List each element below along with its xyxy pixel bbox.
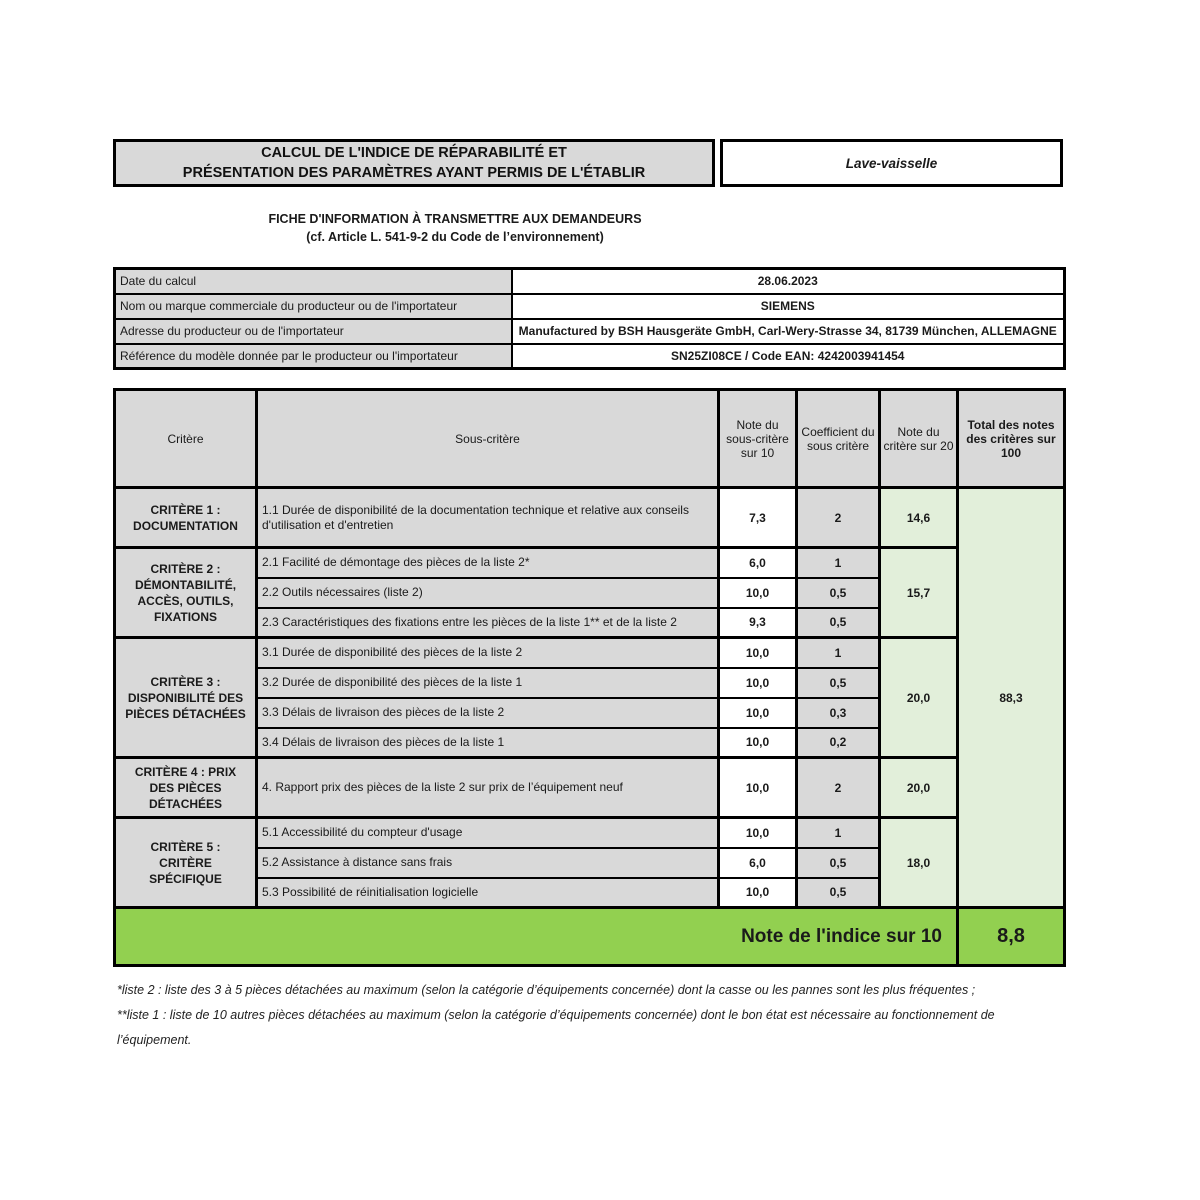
- sub-criterion-note: 9,3: [719, 608, 797, 638]
- criterion-4-note20: 20,0: [880, 758, 958, 818]
- sub-criterion-label: 4. Rapport prix des pièces de la liste 2 sur prix de l’équipement neuf: [257, 758, 719, 818]
- sub-criterion-note: 10,0: [719, 668, 797, 698]
- criterion-5-label: CRITÈRE 5 : CRITÈRE SPÉCIFIQUE: [115, 818, 257, 908]
- sub-criterion-label: 3.3 Délais de livraison des pièces de la liste 2: [257, 698, 719, 728]
- sub-criterion-label: 3.1 Durée de disponibilité des pièces de la liste 2: [257, 638, 719, 668]
- criterion-2-label: CRITÈRE 2 : DÉMONTABILITÉ, ACCÈS, OUTILS, FIXATIONS: [115, 548, 257, 638]
- document-header: [113, 139, 1063, 187]
- document-title-box: [113, 139, 715, 187]
- table-header-row: [115, 390, 1065, 488]
- sub-criterion-coeff: 1: [797, 818, 880, 848]
- product-info-table: [113, 267, 1066, 370]
- sub-criterion-note: 10,0: [719, 698, 797, 728]
- criterion-4-label: CRITÈRE 4 : PRIX DES PIÈCES DÉTACHÉES: [115, 758, 257, 818]
- product-category-label: Lave-vaisselle: [845, 155, 938, 171]
- info-label-model: Référence du modèle donnée par le producteur ou l'importateur: [115, 344, 512, 369]
- header-note-critere: Note du critère sur 20: [880, 390, 958, 488]
- sub-criterion-label: 5.2 Assistance à distance sans frais: [257, 848, 719, 878]
- subtitle-line2: (cf. Article L. 541-9-2 du Code de l’environnement): [306, 230, 604, 244]
- header-sous-critere: Sous-critère: [257, 390, 719, 488]
- subtitle: [113, 210, 797, 246]
- total-score-100: 88,3: [958, 488, 1065, 908]
- table-row: [115, 319, 1065, 344]
- header-note-sous-critere: Note du sous-critère sur 10: [719, 390, 797, 488]
- header-coefficient: Coefficient du sous critère: [797, 390, 880, 488]
- sub-criterion-note: 10,0: [719, 578, 797, 608]
- table-row: [115, 758, 1065, 818]
- sub-criterion-coeff: 0,5: [797, 608, 880, 638]
- table-row: [115, 638, 1065, 668]
- info-value-model: SN25ZI08CE / Code EAN: 4242003941454: [512, 344, 1065, 369]
- sub-criterion-label: 5.3 Possibilité de réinitialisation logicielle: [257, 878, 719, 908]
- document-title-line1: CALCUL DE L'INDICE DE RÉPARABILITÉ ET: [261, 145, 567, 161]
- table-row: [115, 344, 1065, 369]
- info-value-date: 28.06.2023: [512, 269, 1065, 294]
- sub-criterion-label: 2.2 Outils nécessaires (liste 2): [257, 578, 719, 608]
- info-label-address: Adresse du producteur ou de l'importateur: [115, 319, 512, 344]
- sub-criterion-note: 6,0: [719, 548, 797, 578]
- table-row: [115, 488, 1065, 548]
- sub-criterion-note: 10,0: [719, 878, 797, 908]
- sub-criterion-coeff: 2: [797, 758, 880, 818]
- footnote-liste1-cont: l’équipement.: [117, 1033, 192, 1047]
- sub-criterion-note: 7,3: [719, 488, 797, 548]
- sub-criterion-label: 1.1 Durée de disponibilité de la documentation technique et relative aux conseils d'utilisation et d'entretien: [257, 488, 719, 548]
- footnote-liste1: **liste 1 : liste de 10 autres pièces détachées au maximum (selon la catégorie d’équipements concernée) dont le bon état est nécessaire au fonctionnement de: [117, 1008, 995, 1022]
- sub-criterion-label: 3.2 Durée de disponibilité des pièces de la liste 1: [257, 668, 719, 698]
- sub-criterion-note: 6,0: [719, 848, 797, 878]
- table-row: [115, 294, 1065, 319]
- sub-criterion-label: 2.1 Facilité de démontage des pièces de la liste 2*: [257, 548, 719, 578]
- sub-criterion-coeff: 0,3: [797, 698, 880, 728]
- criterion-3-label: CRITÈRE 3 : DISPONIBILITÉ DES PIÈCES DÉTACHÉES: [115, 638, 257, 758]
- final-score-row: [115, 908, 1065, 966]
- repairability-sheet: [113, 139, 1063, 1053]
- sub-criterion-coeff: 1: [797, 638, 880, 668]
- sub-criterion-coeff: 0,5: [797, 668, 880, 698]
- sub-criterion-label: 5.1 Accessibilité du compteur d'usage: [257, 818, 719, 848]
- sub-criterion-coeff: 0,2: [797, 728, 880, 758]
- criterion-2-note20: 15,7: [880, 548, 958, 638]
- criterion-1-label: CRITÈRE 1 : DOCUMENTATION: [115, 488, 257, 548]
- info-label-date: Date du calcul: [115, 269, 512, 294]
- sub-criterion-coeff: 0,5: [797, 848, 880, 878]
- footnote-liste2: *liste 2 : liste des 3 à 5 pièces détachées au maximum (selon la catégorie d’équipements concernée) dont la casse ou les pannes sont les plus fréquentes ;: [117, 983, 976, 997]
- table-row: [115, 818, 1065, 848]
- sub-criterion-note: 10,0: [719, 728, 797, 758]
- sub-criterion-coeff: 0,5: [797, 578, 880, 608]
- criterion-1-note20: 14,6: [880, 488, 958, 548]
- sub-criterion-coeff: 2: [797, 488, 880, 548]
- criterion-3-note20: 20,0: [880, 638, 958, 758]
- sub-criterion-label: 3.4 Délais de livraison des pièces de la liste 1: [257, 728, 719, 758]
- info-label-brand: Nom ou marque commerciale du producteur ou de l'importateur: [115, 294, 512, 319]
- criterion-5-note20: 18,0: [880, 818, 958, 908]
- sub-criterion-coeff: 0,5: [797, 878, 880, 908]
- info-value-address: Manufactured by BSH Hausgeräte GmbH, Carl-Wery-Strasse 34, 81739 München, ALLEMAGNE: [512, 319, 1065, 344]
- final-score-label: Note de l'indice sur 10: [115, 908, 958, 966]
- final-score-value: 8,8: [958, 908, 1065, 966]
- sub-criterion-note: 10,0: [719, 758, 797, 818]
- sub-criterion-coeff: 1: [797, 548, 880, 578]
- criteria-table: [113, 388, 1066, 967]
- sub-criterion-note: 10,0: [719, 638, 797, 668]
- table-row: [115, 548, 1065, 578]
- footnotes: [113, 978, 1063, 1053]
- table-row: [115, 269, 1065, 294]
- sub-criterion-note: 10,0: [719, 818, 797, 848]
- product-category-box: [720, 139, 1063, 187]
- header-critere: Critère: [115, 390, 257, 488]
- header-total: Total des notes des critères sur 100: [958, 390, 1065, 488]
- document-title-line2: PRÉSENTATION DES PARAMÈTRES AYANT PERMIS DE L'ÉTABLIR: [182, 165, 646, 181]
- subtitle-line1: FICHE D'INFORMATION À TRANSMETTRE AUX DEMANDEURS: [268, 212, 642, 226]
- info-value-brand: SIEMENS: [512, 294, 1065, 319]
- sub-criterion-label: 2.3 Caractéristiques des fixations entre les pièces de la liste 1** et de la liste 2: [257, 608, 719, 638]
